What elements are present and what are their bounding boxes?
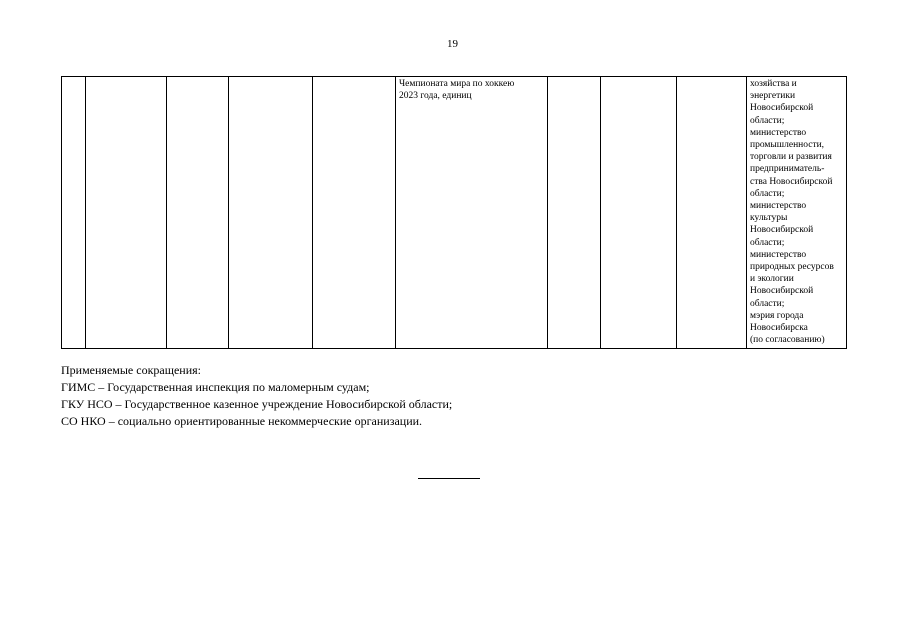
table-cell-activity xyxy=(86,77,167,349)
abbreviations-block xyxy=(61,362,452,430)
table-cell-value-1 xyxy=(548,77,601,349)
table-cell-indicator xyxy=(396,77,548,349)
abbreviation-item: ГИМС – Государственная инспекция по маломерным судам; xyxy=(61,380,370,394)
executors-text: хозяйства и энергетики Новосибирской области; министерство промышленности, торговли и развития предприниматель- ства Новосибирской области; министерство культуры Новосибирской области; министерство природных ресурсов и экологии Новосибирской области; мэрия города Новосибирска (по согласованию) xyxy=(750,79,834,346)
page-number: 19 xyxy=(447,38,458,50)
table-cell-value-3 xyxy=(677,77,747,349)
table-cell-value-2 xyxy=(601,77,677,349)
indicator-text: Чемпионата мира по хоккею 2023 года, единиц xyxy=(399,79,515,102)
abbreviation-item: СО НКО – социально ориентированные некоммерческие организации. xyxy=(61,414,423,428)
measures-table xyxy=(61,76,847,349)
table-cell-executors xyxy=(747,77,847,349)
abbreviation-item: ГКУ НСО – Государственное казенное учреждение Новосибирской области; xyxy=(61,397,453,411)
table-cell-number xyxy=(62,77,86,349)
table-cell-source xyxy=(229,77,313,349)
table-cell-amount xyxy=(313,77,396,349)
table-row xyxy=(62,77,847,349)
table-cell-period xyxy=(167,77,229,349)
end-divider xyxy=(418,478,480,479)
abbreviations-heading: Применяемые сокращения: xyxy=(61,363,202,377)
